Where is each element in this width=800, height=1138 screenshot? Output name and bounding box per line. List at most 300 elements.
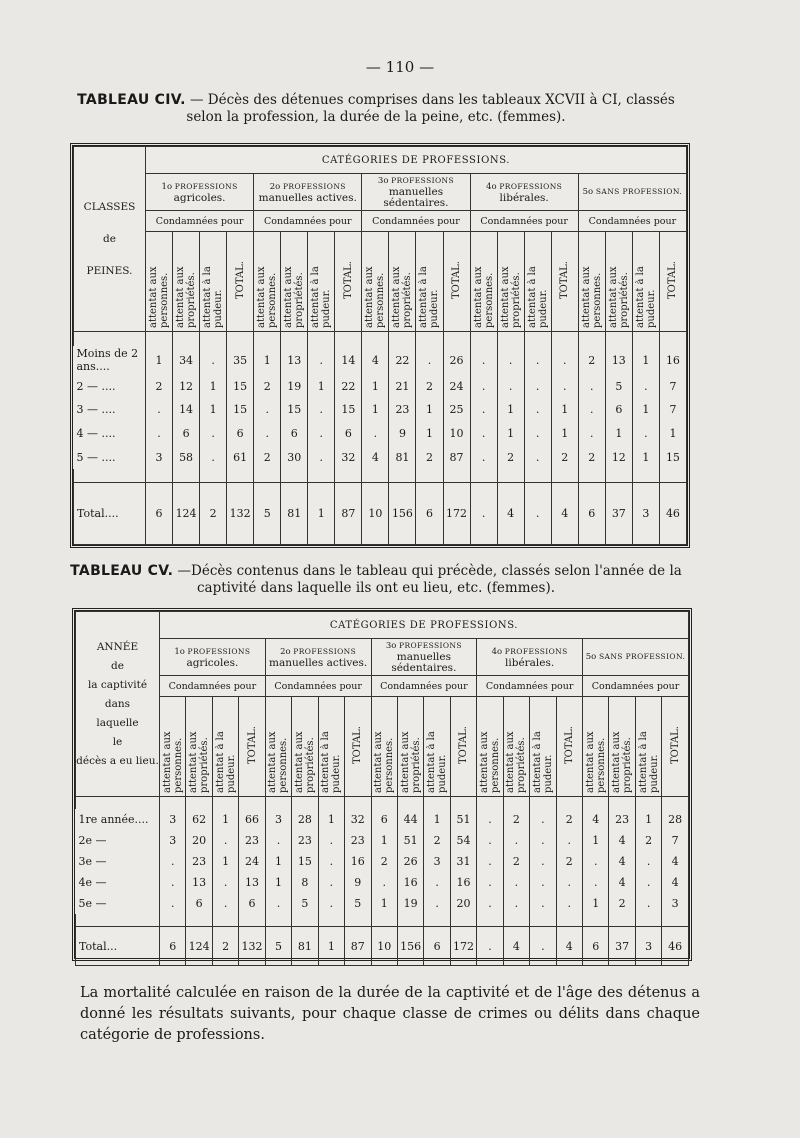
civ-sub-column-header	[605, 232, 632, 332]
table-cell: 32	[345, 809, 371, 830]
sub-column-label: TOTAL.	[667, 260, 679, 300]
group-title	[583, 651, 688, 663]
civ-categories-header: CATÉGORIES DE PROFESSIONS.	[146, 147, 687, 174]
cv-categories-header: CATÉGORIES DE PROFESSIONS.	[160, 612, 689, 639]
table-cell: 2	[635, 830, 661, 851]
sub-column-label: attentat aux personnes.	[267, 731, 290, 793]
table-cell: 5	[292, 893, 318, 914]
row-label: 5e —	[76, 893, 160, 914]
table-cell: .	[578, 375, 605, 399]
table-cell: .	[318, 872, 344, 893]
cv-sub-column-header	[212, 697, 238, 797]
total-cell: 124	[173, 483, 200, 545]
table-cell: 1	[212, 851, 238, 872]
table-cell: 3	[662, 893, 689, 914]
table-cell: 15	[281, 398, 308, 422]
total-cell: 6	[416, 483, 443, 545]
table-cell: 7	[659, 398, 686, 422]
table-cell: 5	[605, 375, 632, 399]
civ-sub-column-header	[497, 232, 524, 332]
table-cell: 1	[265, 872, 291, 893]
table-cell: 81	[389, 445, 416, 469]
table-civ-subtitle: — Décès des détenues comprises dans les tableaux XCVII à CI, classés selon la profession, la durée de la peine, etc. (femmes).	[186, 92, 675, 125]
civ-de-label: de	[103, 233, 116, 245]
cv-sub-column-header	[609, 697, 635, 797]
table-cell: .	[265, 830, 291, 851]
table-cell: .	[477, 872, 503, 893]
sub-column-label: attentat aux propriétés.	[188, 731, 211, 793]
table-cell: .	[556, 872, 582, 893]
group-title	[471, 181, 578, 193]
total-cell: 6	[146, 483, 173, 545]
table-row	[74, 398, 687, 422]
table-cell: 25	[443, 398, 470, 422]
table-cell: 1	[254, 346, 281, 375]
table-cell: 1	[583, 893, 609, 914]
table-cell: 2	[371, 851, 397, 872]
table-cell: 31	[450, 851, 476, 872]
table-cell: 1	[200, 398, 227, 422]
total-cell: 46	[659, 483, 686, 545]
total-cell: 156	[389, 483, 416, 545]
cv-sub-column-header	[239, 697, 265, 797]
total-cell: 1	[308, 483, 335, 545]
civ-sub-column-header	[335, 232, 362, 332]
table-cv	[72, 608, 692, 961]
table-cell: 4	[662, 851, 689, 872]
table-cell: 2	[416, 445, 443, 469]
civ-sub-column-header	[443, 232, 470, 332]
cv-sub-column-header	[530, 697, 556, 797]
civ-sub-column-header	[308, 232, 335, 332]
cv-condamnees-pour: Condamnées pour	[583, 676, 689, 697]
total-label: Total....	[74, 483, 146, 545]
table-cell: .	[470, 346, 497, 375]
sub-column-label: attentat à la pudeur.	[418, 266, 441, 328]
table-row	[76, 872, 689, 893]
table-cell: 4	[609, 872, 635, 893]
group-large-label: manuelles sédentaires.	[391, 651, 457, 674]
cv-row-header-line: ANNÉE	[96, 640, 139, 653]
sub-column-label: attentat aux propriétés.	[399, 731, 422, 793]
table-cell: 51	[397, 830, 423, 851]
table-cell: .	[530, 830, 556, 851]
table-cell: .	[551, 346, 578, 375]
table-row	[76, 809, 689, 830]
table-cell: .	[524, 346, 551, 375]
table-row	[74, 445, 687, 469]
table-cell: 1	[212, 809, 238, 830]
table-cell: 9	[389, 422, 416, 446]
table-cell: .	[265, 893, 291, 914]
table-cell: .	[477, 851, 503, 872]
table-cell: 6	[335, 422, 362, 446]
table-civ	[70, 143, 690, 548]
sub-column-label: attentat aux personnes.	[373, 731, 396, 793]
civ-sub-column-header	[281, 232, 308, 332]
table-cell: 2	[556, 851, 582, 872]
civ-condamnees-pour: Condamnées pour	[578, 211, 686, 232]
table-cell: .	[212, 872, 238, 893]
table-cell: .	[470, 398, 497, 422]
table-cell: .	[254, 422, 281, 446]
group-number: 4o	[486, 181, 497, 192]
table-cell: 54	[450, 830, 476, 851]
sub-column-label: attentat aux propriétés.	[391, 266, 414, 328]
table-cell: .	[470, 422, 497, 446]
group-number: 3o	[377, 176, 389, 186]
table-cell: 23	[609, 809, 635, 830]
row-label: Moins de 2 ans....	[74, 346, 146, 375]
sub-column-label: TOTAL.	[458, 725, 470, 765]
cv-group-header	[371, 639, 477, 676]
civ-group-header	[254, 174, 362, 211]
table-cell: 2	[503, 851, 529, 872]
cv-sub-column-header	[265, 697, 291, 797]
closing-paragraph: La mortalité calculée en raison de la durée de la captivité et de l'âge des détenus a donné les résultats suivants, pour chaque classe de crimes ou délits dans chaque catégorie de professions.	[80, 985, 700, 1043]
row-label: 3e —	[76, 851, 160, 872]
cv-group-header	[265, 639, 371, 676]
table-cell: 1	[497, 422, 524, 446]
table-cell: 35	[227, 346, 254, 375]
table-cell: .	[362, 422, 389, 446]
table-cell: 20	[450, 893, 476, 914]
sub-column-label: attentat à la pudeur.	[526, 266, 549, 328]
table-cell: .	[371, 872, 397, 893]
table-cell: 6	[605, 398, 632, 422]
sub-column-label: attentat à la pudeur.	[426, 731, 449, 793]
table-cell: 9	[345, 872, 371, 893]
civ-sub-column-header	[254, 232, 281, 332]
table-cell: .	[503, 893, 529, 914]
cv-group-header	[160, 639, 266, 676]
cv-condamnees-pour: Condamnées pour	[371, 676, 477, 697]
total-cell: 37	[605, 483, 632, 545]
sub-column-label: TOTAL.	[563, 725, 575, 765]
table-row	[76, 893, 689, 914]
table-cell: .	[524, 398, 551, 422]
table-cell: 6	[239, 893, 265, 914]
sub-column-label: attentat aux propriétés.	[293, 731, 316, 793]
table-cell: .	[583, 872, 609, 893]
table-cell: 15	[659, 445, 686, 469]
table-cell: 23	[345, 830, 371, 851]
table-cell: .	[524, 445, 551, 469]
table-cell: .	[583, 851, 609, 872]
cv-sub-column-header	[662, 697, 689, 797]
table-cell: .	[416, 346, 443, 375]
table-cell: 61	[227, 445, 254, 469]
sub-column-label: attentat aux personnes.	[580, 266, 603, 328]
table-civ-title: TABLEAU CIV.	[77, 92, 186, 108]
total-cell: 156	[397, 927, 423, 966]
total-cell: 3	[632, 483, 659, 545]
table-cell: 20	[186, 830, 212, 851]
total-cell: 81	[292, 927, 318, 966]
table-cell: 3	[265, 809, 291, 830]
table-cell: 1	[424, 809, 450, 830]
total-cell: .	[470, 483, 497, 545]
group-number: 5o	[582, 187, 594, 197]
civ-sub-column-header	[146, 232, 173, 332]
total-cell: 10	[362, 483, 389, 545]
total-cell: 132	[239, 927, 265, 966]
group-small-label: PROFESSIONS	[499, 181, 563, 191]
group-small-label: PROFESSIONS	[391, 176, 455, 185]
cv-sub-column-header	[397, 697, 423, 797]
cv-sub-column-header	[450, 697, 476, 797]
group-number: 1o	[161, 181, 173, 192]
total-cell: 4	[497, 483, 524, 545]
cv-sub-column-header	[186, 697, 212, 797]
table-cell: 23	[389, 398, 416, 422]
civ-sub-column-header	[227, 232, 254, 332]
total-cell: .	[530, 927, 556, 966]
table-cell: 1	[632, 445, 659, 469]
total-cell: 6	[424, 927, 450, 966]
sub-column-label: attentat à la pudeur.	[214, 731, 237, 793]
table-cell: 15	[227, 375, 254, 399]
civ-sub-column-header	[632, 232, 659, 332]
table-cell: .	[308, 398, 335, 422]
total-cell: 87	[345, 927, 371, 966]
sub-column-label: TOTAL.	[342, 260, 354, 300]
table-cell: 2	[556, 809, 582, 830]
table-cell: 15	[227, 398, 254, 422]
sub-column-label: attentat aux propriétés.	[607, 266, 630, 328]
row-label: 4e —	[76, 872, 160, 893]
civ-group-header	[470, 174, 578, 211]
sub-column-label: TOTAL.	[451, 260, 463, 300]
table-cell: 14	[173, 398, 200, 422]
table-cell: .	[497, 375, 524, 399]
table-cell: 4	[583, 809, 609, 830]
table-cell: .	[530, 872, 556, 893]
table-cell: 7	[659, 375, 686, 399]
civ-condamnees-pour: Condamnées pour	[146, 211, 254, 232]
table-row	[74, 346, 687, 375]
table-cell: .	[470, 375, 497, 399]
sub-column-label: attentat à la pudeur.	[531, 731, 554, 793]
sub-column-label: attentat aux personnes.	[472, 266, 495, 328]
table-cell: .	[530, 893, 556, 914]
table-cell: 15	[335, 398, 362, 422]
group-number: 4o	[491, 646, 503, 657]
sub-column-label: TOTAL.	[246, 725, 258, 765]
table-cell: .	[160, 851, 186, 872]
table-cell: .	[160, 872, 186, 893]
table-cell: .	[556, 893, 582, 914]
sub-column-label: attentat aux personnes.	[478, 731, 501, 793]
total-cell: 4	[556, 927, 582, 966]
table-cell: 13	[239, 872, 265, 893]
table-cell: .	[424, 872, 450, 893]
table-cell: .	[477, 893, 503, 914]
sub-column-label: attentat aux propriétés.	[505, 731, 528, 793]
table-cell: 26	[397, 851, 423, 872]
row-label: 1re année....	[76, 809, 160, 830]
table-cell: 19	[281, 375, 308, 399]
group-small-label: SANS PROFESSION.	[598, 652, 686, 661]
civ-sub-column-header	[578, 232, 605, 332]
table-cell: 6	[227, 422, 254, 446]
table-cell: 87	[443, 445, 470, 469]
table-cell: .	[503, 830, 529, 851]
group-number: 2o	[280, 646, 291, 657]
civ-group-header	[578, 174, 686, 211]
table-cell: 30	[281, 445, 308, 469]
total-cell: 2	[200, 483, 227, 545]
table-row	[76, 851, 689, 872]
table-cell: 1	[497, 398, 524, 422]
table-cell: .	[146, 422, 173, 446]
cv-group-header	[583, 639, 689, 676]
total-cell: 81	[281, 483, 308, 545]
civ-peines-label: PEINES.	[86, 265, 133, 277]
table-cell: 3	[160, 809, 186, 830]
table-cell: .	[470, 445, 497, 469]
group-title	[579, 186, 686, 198]
total-cell: 4	[551, 483, 578, 545]
table-cell: .	[530, 851, 556, 872]
table-cell: 12	[605, 445, 632, 469]
table-cell: 1	[362, 375, 389, 399]
total-cell: 46	[662, 927, 689, 966]
table-cell: 22	[389, 346, 416, 375]
table-cell: 26	[443, 346, 470, 375]
table-cell: 1	[318, 809, 344, 830]
table-cell: 6	[371, 809, 397, 830]
table-civ-caption	[62, 92, 690, 126]
table-cell: .	[200, 445, 227, 469]
table-cell: 1	[659, 422, 686, 446]
table-cell: 3	[424, 851, 450, 872]
civ-sub-column-header	[362, 232, 389, 332]
cv-row-header	[76, 612, 160, 797]
total-row	[76, 927, 689, 966]
table-cell: 6	[281, 422, 308, 446]
total-cell: 6	[583, 927, 609, 966]
table-cell: 4	[362, 445, 389, 469]
sub-column-label: TOTAL.	[559, 260, 571, 300]
table-cell: 10	[443, 422, 470, 446]
group-small-label: PROFESSIONS	[174, 181, 238, 191]
table-cell: .	[524, 422, 551, 446]
total-label: Total...	[76, 927, 160, 966]
table-cell: .	[200, 346, 227, 375]
total-cell: 1	[318, 927, 344, 966]
table-cell: 44	[397, 809, 423, 830]
table-cell: 1	[416, 398, 443, 422]
total-cell: 3	[635, 927, 661, 966]
table-cell: 1	[308, 375, 335, 399]
sub-column-label: attentat aux personnes.	[584, 731, 607, 793]
group-title	[160, 646, 265, 658]
table-cell: 2	[578, 445, 605, 469]
table-cell: 1	[200, 375, 227, 399]
sub-column-label: TOTAL.	[669, 725, 681, 765]
civ-sub-column-header	[389, 232, 416, 332]
table-cell: 2	[503, 809, 529, 830]
table-cv-subtitle: —Décès contenus dans le tableau qui précède, classés selon l'année de la captivité dans laquelle ils ont eu lieu, etc. (femmes).	[177, 563, 682, 596]
total-cell: 5	[254, 483, 281, 545]
total-cell: 132	[227, 483, 254, 545]
cv-group-header	[477, 639, 583, 676]
table-cell: 62	[186, 809, 212, 830]
sub-column-label: attentat aux propriétés.	[499, 266, 522, 328]
total-cell: 124	[186, 927, 212, 966]
cv-sub-column-header	[635, 697, 661, 797]
sub-column-label: TOTAL.	[234, 260, 246, 300]
table-cell: 16	[345, 851, 371, 872]
row-label: 4 — ....	[74, 422, 146, 446]
table-cell: 13	[186, 872, 212, 893]
table-cell: 51	[450, 809, 476, 830]
cv-row-header-line: décès a eu lieu.	[76, 754, 159, 767]
table-cell: 2	[416, 375, 443, 399]
table-cell: 1	[551, 398, 578, 422]
sub-column-label: attentat à la pudeur.	[320, 731, 343, 793]
table-cell: .	[318, 851, 344, 872]
sub-column-label: attentat aux personnes.	[161, 731, 184, 793]
cv-row-header-line: la captivité	[87, 678, 148, 691]
table-cell: .	[308, 445, 335, 469]
cv-sub-column-header	[292, 697, 318, 797]
table-cell: .	[424, 893, 450, 914]
table-cell: 1	[371, 830, 397, 851]
sub-column-label: attentat à la pudeur.	[310, 266, 333, 328]
table-cell: 23	[239, 830, 265, 851]
sub-column-label: attentat aux personnes.	[148, 266, 171, 328]
table-cell: 28	[662, 809, 689, 830]
table-cell: 2	[424, 830, 450, 851]
table-cell: 1	[605, 422, 632, 446]
table-cell: .	[212, 830, 238, 851]
table-cell: .	[254, 398, 281, 422]
table-cell: 1	[551, 422, 578, 446]
civ-sub-column-header	[173, 232, 200, 332]
table-cell: .	[632, 422, 659, 446]
cv-sub-column-header	[318, 697, 344, 797]
sub-column-label: attentat à la pudeur.	[202, 266, 225, 328]
cv-sub-column-header	[477, 697, 503, 797]
table-cell: .	[308, 346, 335, 375]
group-number: 5o	[585, 652, 597, 662]
table-cell: 2	[497, 445, 524, 469]
table-cell: .	[551, 375, 578, 399]
group-title	[266, 646, 371, 658]
table-cell: .	[497, 346, 524, 375]
table-cell: 15	[292, 851, 318, 872]
sub-column-label: attentat aux propriétés.	[283, 266, 306, 328]
table-cell: 2	[254, 375, 281, 399]
table-cell: .	[635, 893, 661, 914]
cv-row-header-line: le	[112, 735, 123, 748]
table-cell: .	[632, 375, 659, 399]
cv-condamnees-pour: Condamnées pour	[160, 676, 266, 697]
cv-condamnees-pour: Condamnées pour	[265, 676, 371, 697]
table-cell: .	[635, 872, 661, 893]
table-cell: .	[503, 872, 529, 893]
table-cell: 1	[362, 398, 389, 422]
cv-row-header-line: de	[111, 659, 124, 672]
table-cell: 19	[397, 893, 423, 914]
cv-sub-column-header	[371, 697, 397, 797]
table-cell: 32	[335, 445, 362, 469]
group-large-label: manuelles actives.	[269, 656, 368, 669]
civ-sub-column-header	[200, 232, 227, 332]
table-cell: 16	[659, 346, 686, 375]
